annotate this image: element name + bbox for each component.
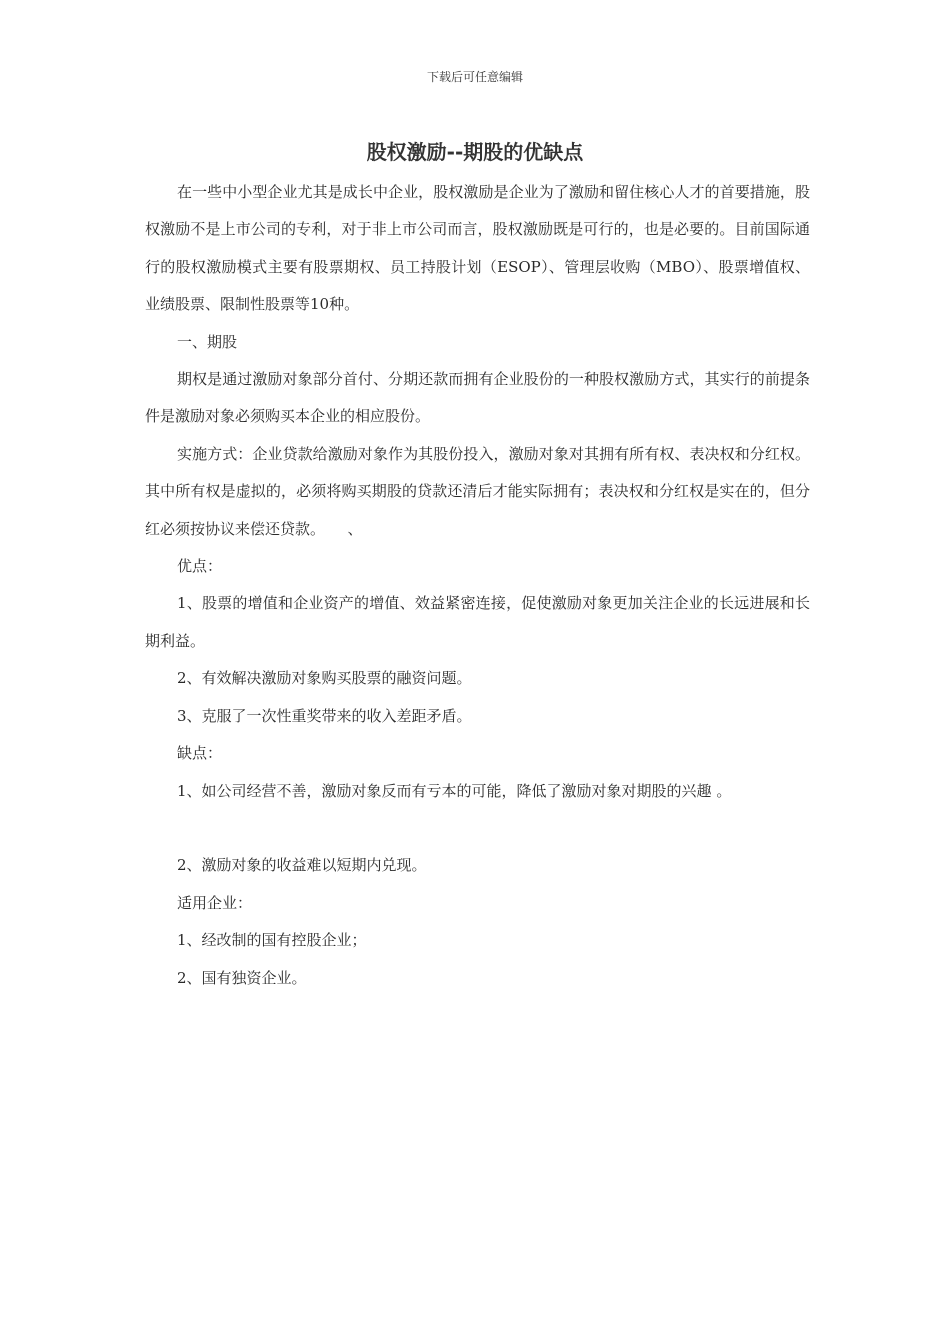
advantage-item: 1、股票的增值和企业资产的增值、效益紧密连接，促使激励对象更加关注企业的长远进展和长期利益。: [145, 594, 810, 650]
intro-paragraph: 在一些中小型企业尤其是成长中企业，股权激励是企业为了激励和留住核心人才的首要措施，股权激励不是上市公司的专利，对于非上市公司而言，股权激励既是可行的，也是必要的。目前国际通行的股权激励模式主要有股票期权、员工持股计划（ESOP）、管理层收购（MBO）、股票增值权、业绩股票、限制性股票等10种。: [145, 183, 810, 314]
advantage-item: 2、有效解决激励对象购买股票的融资问题。: [177, 669, 472, 688]
advantages-heading: 优点：: [177, 557, 223, 576]
page-header: 下载后可任意编辑: [426, 70, 523, 84]
applicable-item: 1、经改制的国有控股企业；: [177, 931, 367, 950]
definition-paragraph: 期权是通过激励对象部分首付、分期还款而拥有企业股份的一种股权激励方式，其实行的前提条件是激励对象必须购买本企业的相应股份。: [145, 370, 810, 426]
disadvantage-item: 1、如公司经营不善，激励对象反而有亏本的可能，降低了激励对象对期股的兴趣 。: [177, 781, 732, 800]
applicable-heading: 适用企业：: [177, 893, 253, 912]
disadvantages-heading: 缺点：: [177, 744, 223, 763]
disadvantage-item: 2、激励对象的收益难以短期内兑现。: [177, 856, 427, 875]
document-body: [145, 174, 810, 997]
advantage-item: 3、克服了一次性重奖带来的收入差距矛盾。: [177, 706, 472, 725]
implementation-paragraph: 实施方式：企业贷款给激励对象作为其股份投入，激励对象对其拥有所有权、表决权和分红权。其中所有权是虚拟的，必须将购买期股的贷款还清后才能实际拥有；表决权和分红权是实在的，但分红必须按协议来偿还贷款。 、: [145, 444, 810, 538]
document-title: 股权激励--期股的优缺点: [366, 140, 584, 164]
blank-line: [145, 810, 810, 847]
applicable-item: 2、国有独资企业。: [177, 968, 307, 987]
section-heading-options: 一、期股: [177, 332, 238, 351]
